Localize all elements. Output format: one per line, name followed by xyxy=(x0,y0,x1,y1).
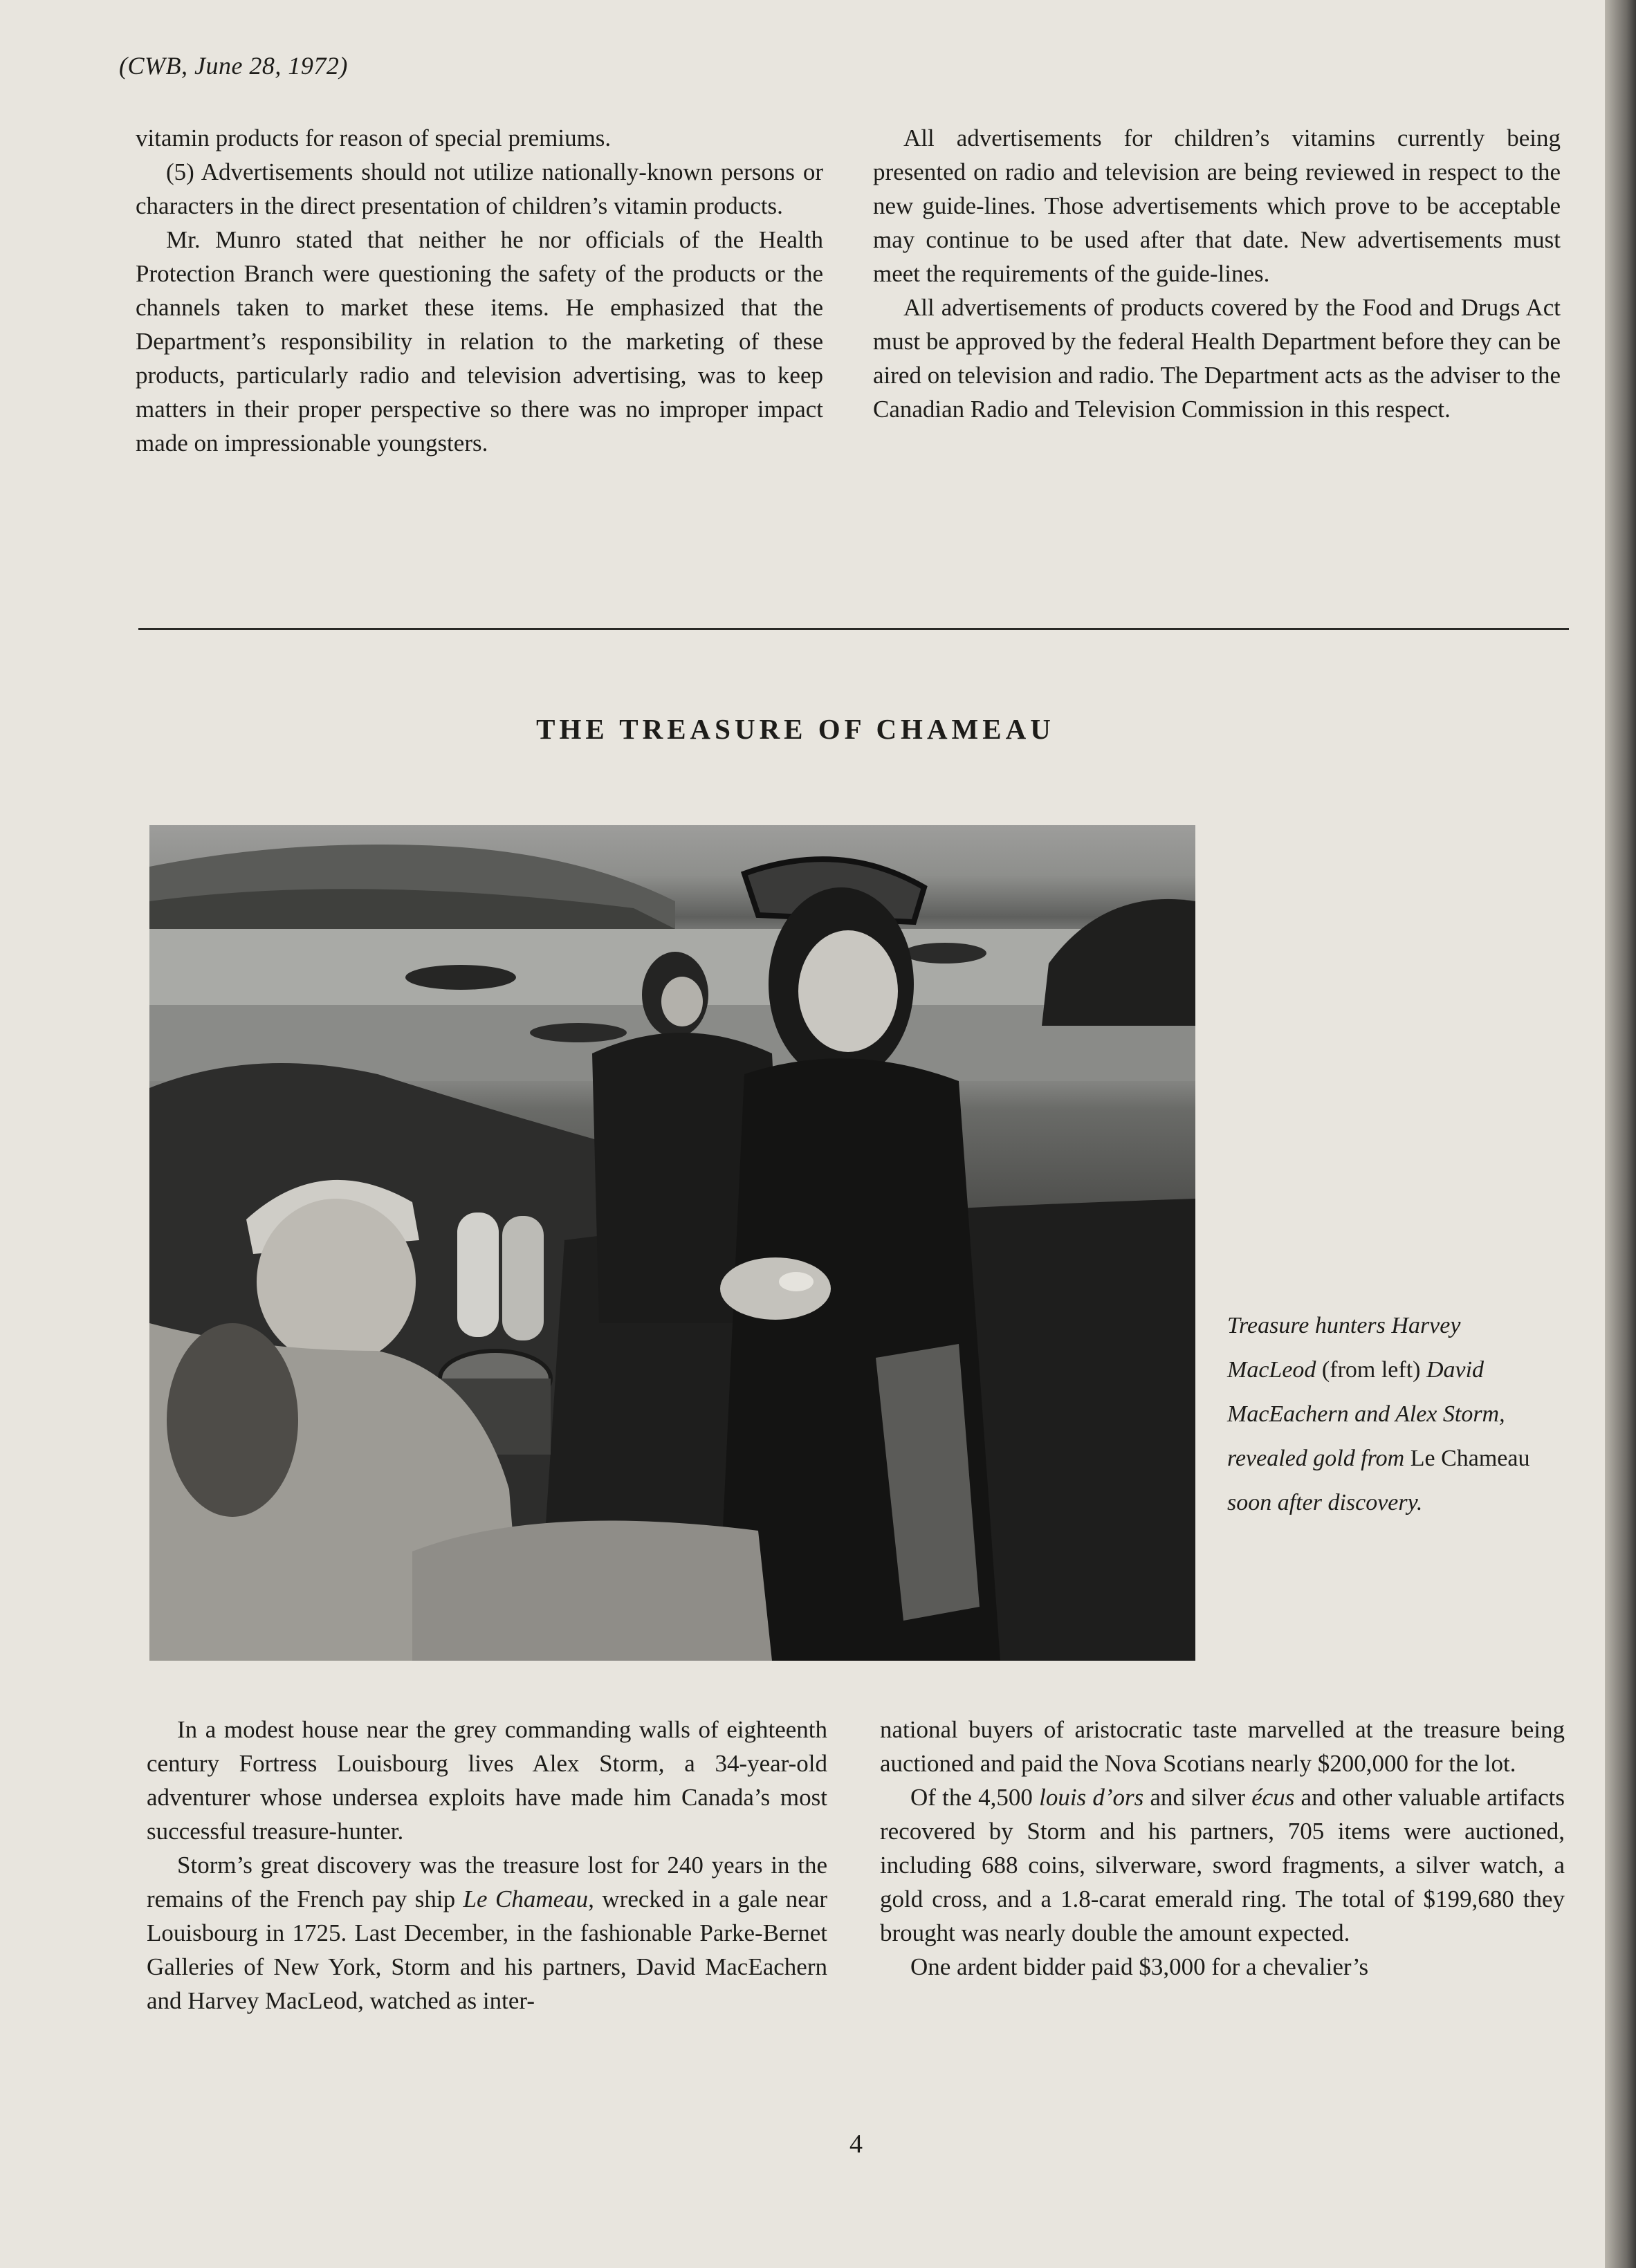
ship-name: Le Chameau, xyxy=(463,1886,594,1912)
caption-text: Treasure hunters Harvey MacLeod xyxy=(1227,1313,1461,1383)
publication-citation: (CWB, June 28, 1972) xyxy=(119,52,348,80)
paragraph: Mr. Munro stated that neither he nor officials of the Health Protection Branch were questioning the safety of the products or the channels taken to market these items. He emphasized that the Department’s responsibility in relation to the marketing of these products, particularly radio and television advertising, was to keep matters in their proper perspective so there was no improper impact made on impressionable youngsters. xyxy=(136,226,823,457)
section-divider xyxy=(138,628,1569,630)
paragraph: In a modest house near the grey commanding walls of eighteenth century Fortress Louisbourg lives Alex Storm, a 34-year-old adventurer whose undersea exploits have made him Canada’s most successful treasure-hunter. xyxy=(147,1716,827,1845)
coin-name: écus xyxy=(1251,1784,1295,1811)
paragraph xyxy=(147,1848,827,2018)
paragraph-text: Of the 4,500 xyxy=(910,1784,1033,1811)
caption-text: (from left) xyxy=(1321,1357,1421,1383)
bottom-right-column xyxy=(880,1713,1565,1984)
binding-edge-shadow xyxy=(1605,0,1636,2268)
top-right-column xyxy=(873,121,1561,426)
bottom-left-column xyxy=(147,1713,827,2018)
treasure-hunters-photo xyxy=(149,825,1195,1661)
caption-text: David MacEachern and Alex Storm, revealed gold from xyxy=(1227,1357,1505,1471)
top-left-column xyxy=(136,121,823,460)
paragraph: national buyers of aristocratic taste marvelled at the treasure being auctioned and paid the Nova Scotians nearly $200,000 for the lot. xyxy=(880,1716,1565,1777)
caption-ship-name: Le Chameau xyxy=(1410,1446,1530,1471)
article-title: THE TREASURE OF CHAMEAU xyxy=(536,713,1055,745)
caption-text: soon after discovery. xyxy=(1227,1490,1423,1515)
paragraph: All advertisements of products covered by the Food and Drugs Act must be approved by the federal Health Department before they can be aired on television and radio. The Department acts as the adviser to the Canadian Radio and Television Commission in this respect. xyxy=(873,294,1561,423)
page-number: 4 xyxy=(849,2130,863,2159)
coin-name: louis d’ors xyxy=(1039,1784,1144,1811)
paragraph: (5) Advertisements should not utilize nationally-known persons or characters in the direct presentation of children’s vitamin products. xyxy=(136,158,823,219)
paragraph: All advertisements for children’s vitamins currently being presented on radio and television are being reviewed in respect to the new guide-lines. Those advertisements which prove to be acceptable may continue to be used after that date. New advertisements must meet the requirements of the guide-lines. xyxy=(873,125,1561,287)
photo-caption xyxy=(1227,1304,1532,1525)
paragraph: One ardent bidder paid $3,000 for a chevalier’s xyxy=(910,1953,1369,1980)
paragraph-text: Storm’s great discovery was the treasure lost for 240 years in the remains of the French pay ship xyxy=(147,1852,827,1912)
paragraph-text: and silver xyxy=(1150,1784,1246,1811)
paragraph: vitamin products for reason of special premiums. xyxy=(136,125,612,151)
paragraph-text: wrecked in a gale near Louisbourg in 1725. Last December, in the fashionable Parke-Bernet Galleries of New York, Storm and his partners, David MacEachern and Harvey MacLeod, watched as inter- xyxy=(147,1886,828,2014)
paragraph-text: and other valuable artifacts recovered by Storm and his partners, 705 items were auctioned, including 688 coins, silverware, sword fragments, a silver watch, a gold cross, and a 1.8-carat emerald ring. The total of $199,680 they brought was nearly double the amount expected. xyxy=(880,1784,1565,1946)
paragraph xyxy=(880,1780,1565,1950)
